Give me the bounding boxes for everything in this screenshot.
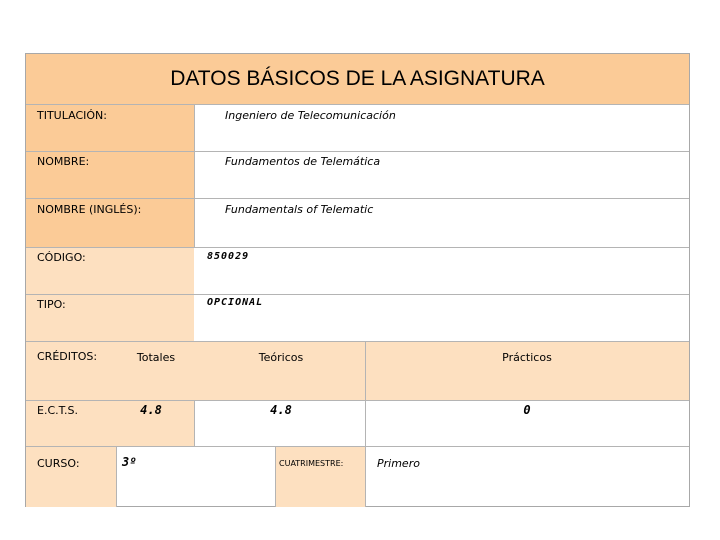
ects-practicos: 0 <box>523 403 531 417</box>
row-divider <box>26 247 689 248</box>
col-divider <box>116 446 117 507</box>
row-divider <box>26 294 689 295</box>
row-divider <box>26 151 689 152</box>
ects-teoricos: 4.8 <box>270 403 292 417</box>
creditos-label: CRÉDITOS: <box>37 350 98 363</box>
curso-label: CURSO: <box>37 457 80 470</box>
col-divider <box>194 104 195 247</box>
creditos-teoricos: Teóricos <box>258 351 304 364</box>
cuatrimestre-value: Primero <box>377 457 420 470</box>
row-divider <box>26 341 689 342</box>
nombre-label: NOMBRE: <box>37 155 90 168</box>
col-divider <box>194 400 195 446</box>
course-data-table <box>25 53 690 507</box>
cuatrimestre-label-fill <box>275 446 365 507</box>
row-divider <box>26 400 689 401</box>
ects-label: E.C.T.S. <box>37 404 79 417</box>
creditos-totales: Totales <box>136 351 176 364</box>
curso-value: 3º <box>122 455 137 469</box>
nombre-ingles-value: Fundamentals of Telematic <box>225 203 374 216</box>
table-title: DATOS BÁSICOS DE LA ASIGNATURA <box>170 67 545 90</box>
cuatrimestre-label: CUATRIMESTRE: <box>279 459 344 468</box>
row-divider <box>26 198 689 199</box>
nombre-value: Fundamentos de Telemática <box>225 155 381 168</box>
label-column-top <box>26 104 194 248</box>
row-divider <box>26 104 689 105</box>
titulacion-value: Ingeniero de Telecomunicación <box>225 109 396 122</box>
curso-label-fill <box>26 446 116 507</box>
col-divider <box>365 446 366 507</box>
titulacion-label: TITULACIÓN: <box>37 109 107 122</box>
col-divider <box>365 341 366 446</box>
nombre-ingles-label: NOMBRE (INGLÉS): <box>37 203 142 216</box>
col-divider <box>275 446 276 507</box>
codigo-label: CÓDIGO: <box>37 251 86 264</box>
tipo-value: OPCIONAL <box>207 297 264 308</box>
ects-totales: 4.8 <box>140 403 162 417</box>
codigo-value: 850029 <box>207 251 250 262</box>
tipo-label: TIPO: <box>37 298 66 311</box>
row-divider <box>26 446 689 447</box>
creditos-practicos: Prácticos <box>502 351 552 364</box>
